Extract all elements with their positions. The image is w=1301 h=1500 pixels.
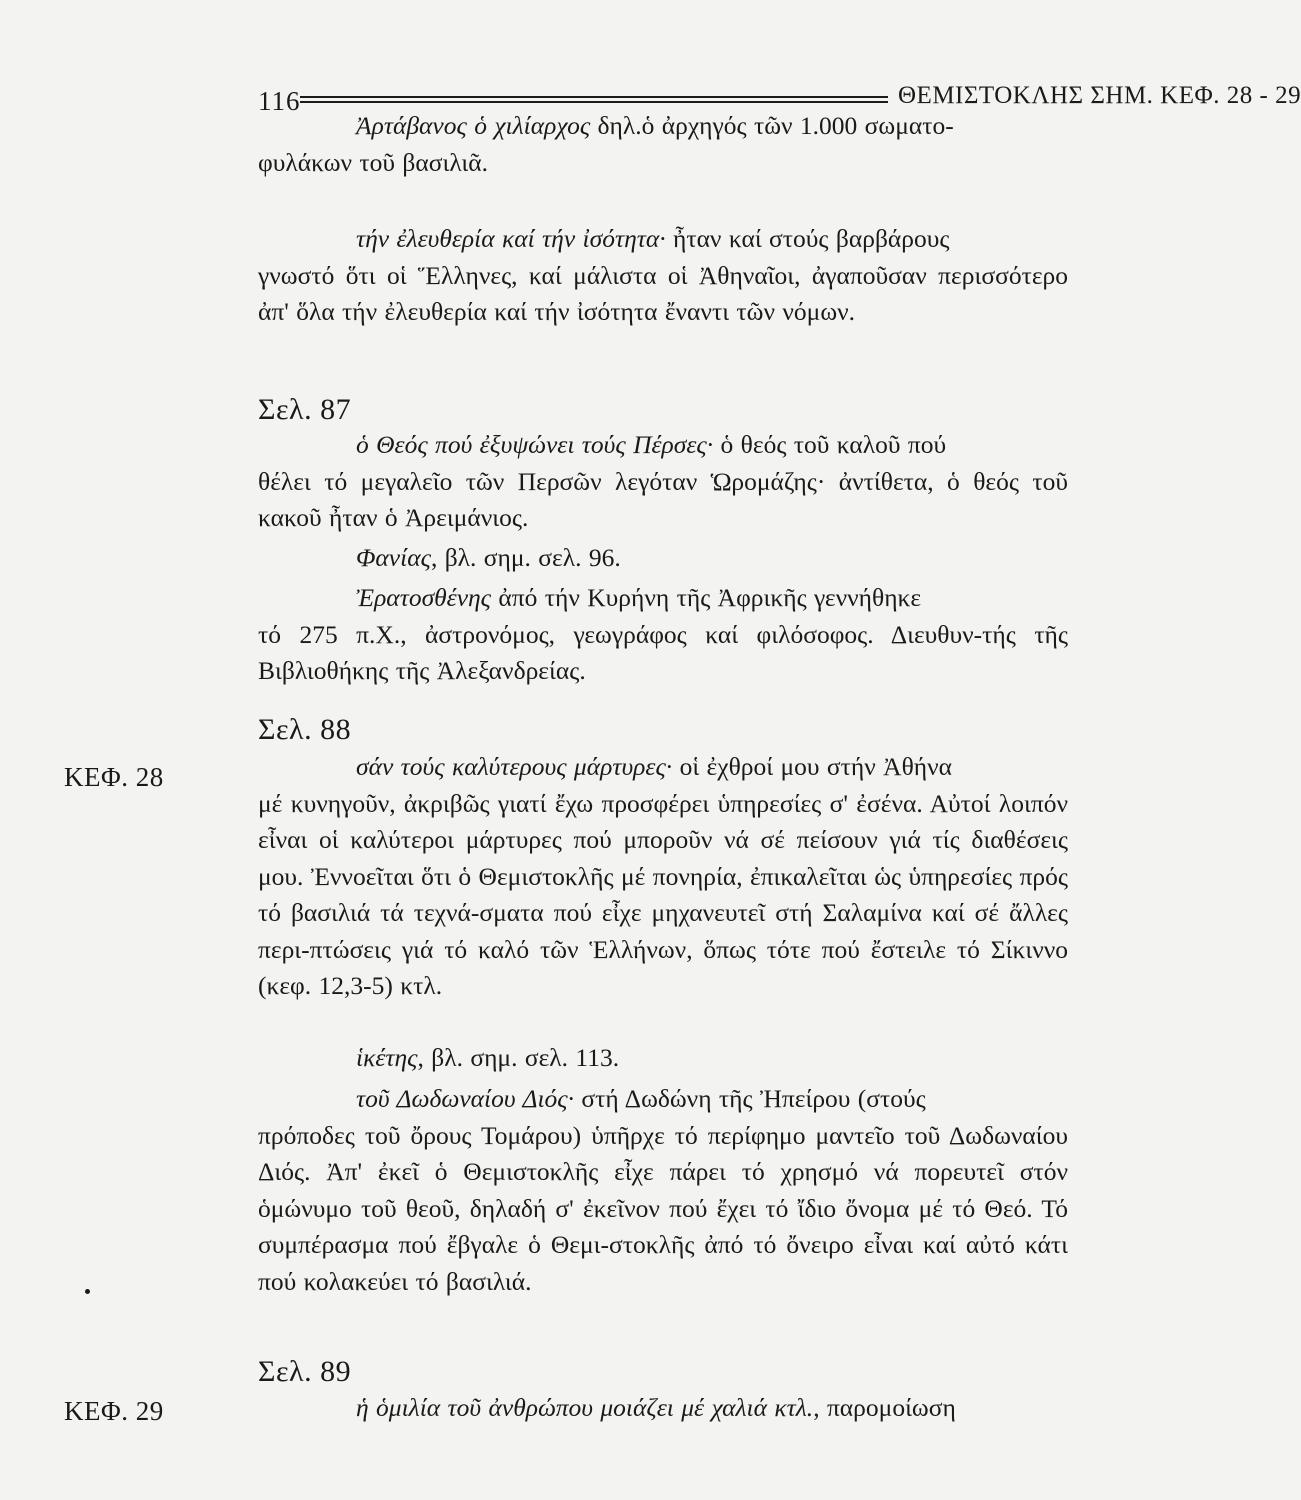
note-text: , παρομοίωση: [813, 1393, 956, 1422]
margin-dot: [85, 1289, 90, 1294]
margin-chapter-29: ΚΕΦ. 29: [64, 1396, 164, 1426]
note-persian-god: [258, 427, 1068, 537]
note-term: σάν τούς καλύτερους μάρτυρες·: [356, 752, 673, 781]
header-rule: [300, 96, 888, 98]
note-artabanos: [258, 108, 1068, 181]
note-text: στή Δωδώνη τῆς Ἠπείρου (στούς: [574, 1084, 926, 1113]
running-head: ΘΕΜΙΣΤΟΚΛΗΣ ΣΗΜ. ΚΕΦ. 28 - 29: [898, 82, 1301, 109]
note-term: Φανίας: [356, 543, 431, 572]
note-text-continued: μέ κυνηγοῦν, ἀκριβῶς γιατί ἔχω προσφέρει ὑπηρεσίες σ' ἐσένα. Αὐτοί λοιπόν εἶναι οἱ καλύτεροι μάρτυρες πού μποροῦν νά σέ πείσουν γιά τίς διαθέσεις μου. Ἐννοεῖται ὅτι ὁ Θεμιστοκλῆς μέ πονηρία, ἐπικαλεῖται ὡς ὑπηρεσίες πρός τό βασιλιά τά τεχνά-σματα πού εἶχε μηχανευτεῖ στή Σαλαμίνα καί σέ ἄλλες περι-πτώσεις γιά τό καλό τῶν Ἑλλήνων, ὅπως τότε πού ἔστειλε τό Σίκιννο (κεφ. 12,3-5) κτλ.: [258, 788, 1068, 1000]
section-heading-89: Σελ. 89: [258, 1355, 352, 1388]
note-term: τήν ἐλευθερία καί τήν ἰσότητα·: [356, 224, 666, 253]
note-text: ἀπό τήν Κυρήνη τῆς Ἀφρικῆς γεννήθηκε: [491, 583, 922, 612]
note-text-continued: γνωστό ὅτι οἱ Ἕλληνες, καί μάλιστα οἱ Ἀθηναῖοι, ἀγαποῦσαν περισσότερο ἀπ' ὅλα τήν ἐλευθερία καί τήν ἰσότητα ἔναντι τῶν νόμων.: [258, 260, 1068, 326]
note-text: ὁ θεός τοῦ καλοῦ πού: [713, 430, 947, 459]
note-dodona-zeus: [258, 1081, 1068, 1300]
note-text: δηλ.ὁ ἀρχηγός τῶν 1.000 σωματο-: [590, 111, 954, 140]
note-text: , βλ. σημ. σελ. 96.: [430, 543, 621, 572]
note-text: ἦταν καί στούς βαρβάρους: [665, 224, 950, 253]
section-heading-87: Σελ. 87: [258, 393, 352, 426]
note-term: τοῦ Δωδωναίου Διός·: [356, 1084, 575, 1113]
note-freedom-equality: [258, 221, 1068, 331]
note-term: ὁ Θεός πού ἐξυψώνει τούς Πέρσες·: [356, 430, 714, 459]
note-term: ἡ ὁμιλία τοῦ ἀνθρώπου μοιάζει μέ χαλιά κτλ.: [356, 1393, 814, 1422]
note-speech-carpets: [258, 1390, 1068, 1427]
margin-chapter-28: ΚΕΦ. 28: [64, 762, 164, 792]
note-text-continued: πρόποδες τοῦ ὄρους Τομάρου) ὑπῆρχε τό περίφημο μαντεῖο τοῦ Δωδωναίου Διός. Ἀπ' ἐκεῖ ὁ Θεμιστοκλῆς εἶχε πάρει τό χρησμό νά πορευτεῖ στόν ὁμώνυμο τοῦ θεοῦ, δηλαδή σ' ἐκεῖνον πού ἔχει τό ἴδιο ὄνομα μέ τό Θεό. Τό συμπέρασμα πού ἔβγαλε ὁ Θεμι-στοκλῆς ἀπό τό ὄνειρο εἶναι καί αὐτό κάτι πού κολακεύει τό βασιλιά.: [258, 1120, 1068, 1296]
note-term: Ἀρτάβανος ὁ χιλίαρχος: [356, 111, 591, 140]
note-text-continued: φυλάκων τοῦ βασιλιᾶ.: [258, 147, 488, 177]
section-heading-88: Σελ. 88: [258, 713, 352, 746]
note-term: ἱκέτης: [356, 1043, 418, 1072]
note-best-witnesses: [258, 749, 1068, 1005]
note-eratosthenes: [258, 580, 1068, 690]
page-number: 116: [258, 86, 301, 116]
note-text: , βλ. σημ. σελ. 113.: [417, 1043, 620, 1072]
note-phanias: [258, 540, 1068, 577]
note-text-continued: θέλει τό μεγαλεῖο τῶν Περσῶν λεγόταν Ὡρομάζης· ἀντίθετα, ὁ θεός τοῦ κακοῦ ἦταν ὁ Ἀρειμάνιος.: [258, 466, 1068, 532]
note-text-continued: τό 275 π.Χ., ἀστρονόμος, γεωγράφος καί φιλόσοφος. Διευθυν-τής τῆς Βιβλιοθήκης τῆς Ἀλεξανδρείας.: [258, 619, 1068, 685]
note-suppliant: [258, 1040, 1068, 1077]
note-text: οἱ ἐχθροί μου στήν Ἀθήνα: [672, 752, 953, 781]
note-term: Ἐρατοσθένης: [356, 583, 492, 612]
header-rule-lower: [300, 101, 888, 103]
